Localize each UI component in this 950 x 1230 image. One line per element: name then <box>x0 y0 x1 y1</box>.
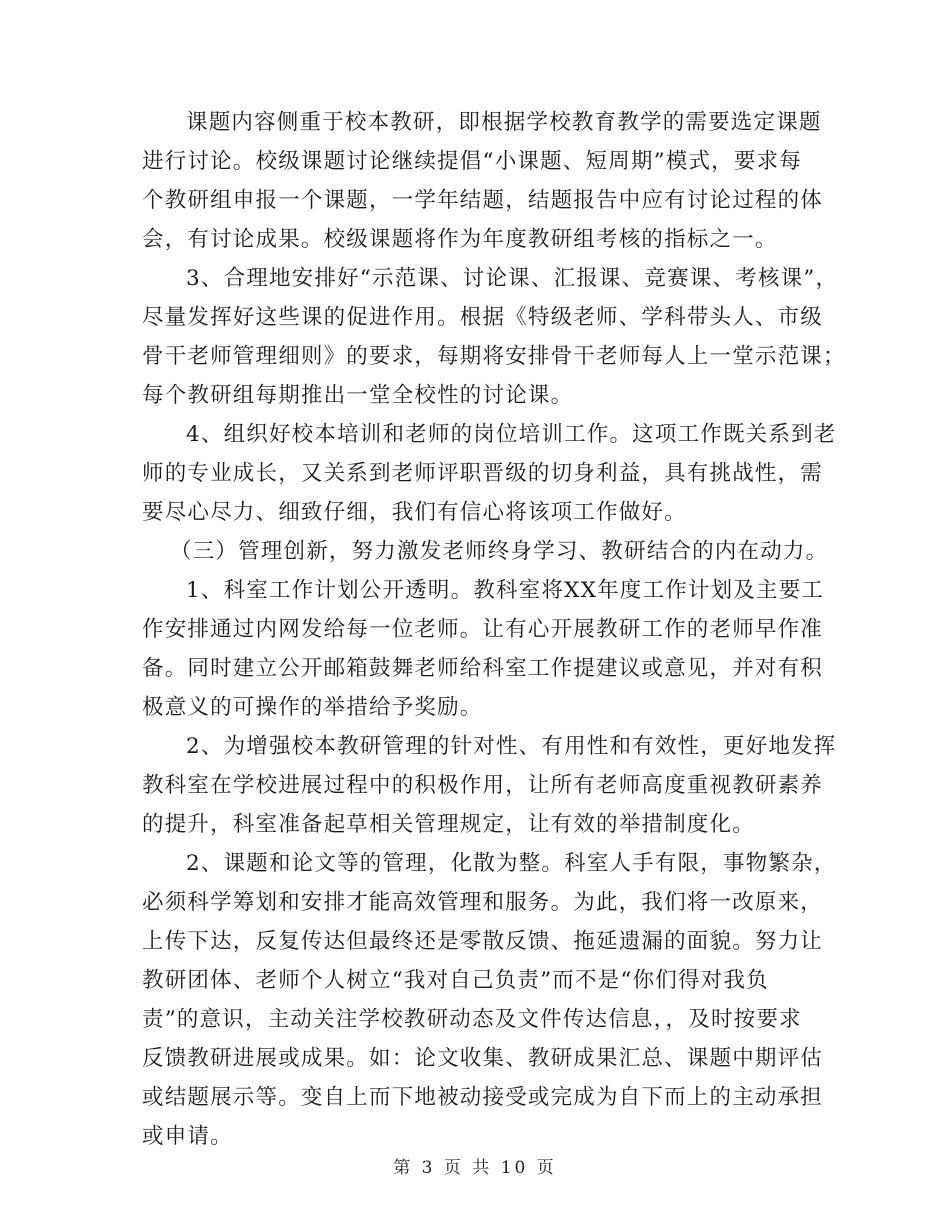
paragraph-line: 作安排通过内网发给每一位老师。让有心开展教研工作的老师早作准 <box>142 617 824 642</box>
section-heading: （三）管理创新，努力激发老师终身学习、教研结合的内在动力。 <box>170 539 829 564</box>
paragraph-line: 3、合理地安排好“示范课、讨论课、汇报课、竞赛课、考核课”， <box>186 266 839 291</box>
paragraph-line: 要尽心尽力、细致仔细，我们有信心将该项工作做好。 <box>142 500 687 525</box>
paragraph-line: 尽量发挥好这些课的促进作用。根据《特级老师、学科带头人、市级 <box>142 305 824 330</box>
paragraph-line: 2、为增强校本教研管理的针对性、有用性和有效性，更好地发挥 <box>186 734 837 759</box>
paragraph-line: 课题内容侧重于校本教研，即根据学校教育教学的需要选定课题 <box>186 110 822 135</box>
paragraph-line: 的提升，科室准备起草相关管理规定，让有效的举措制度化。 <box>142 812 755 837</box>
paragraph-line: 或申请。 <box>142 1124 233 1149</box>
paragraph-line: 责”的意识，主动关注学校教研动态及文件传达信息，，及时按要求 <box>142 1007 802 1032</box>
paragraph-line: 每个教研组每期推出一堂全校性的讨论课。 <box>142 383 574 408</box>
paragraph-line: 反馈教研进展或成果。如：论文收集、教研成果汇总、课题中期评估 <box>142 1046 824 1071</box>
paragraph-line: 个教研组申报一个课题，一学年结题，结题报告中应有讨论过程的体 <box>142 188 824 213</box>
paragraph-line: 进行讨论。校级课题讨论继续提倡“小课题、短周期”模式，要求每 <box>142 149 802 174</box>
paragraph-line: 备。同时建立公开邮箱鼓舞老师给科室工作提建议或意见，并对有积 <box>142 656 824 681</box>
paragraph-line: 师的专业成长，又关系到老师评职晋级的切身利益，具有挑战性，需 <box>142 461 824 486</box>
page-number: 第 3 页 共 10 页 <box>393 1158 557 1178</box>
paragraph-line: 4、组织好校本培训和老师的岗位培训工作。这项工作既关系到老 <box>186 422 837 447</box>
paragraph-line: 极意义的可操作的举措给予奖励。 <box>142 695 483 720</box>
paragraph-line: 教研团体、老师个人树立“我对自己负责”而不是“你们得对我负 <box>142 968 769 993</box>
paragraph-line: 必须科学筹划和安排才能高效管理和服务。为此，我们将一改原来， <box>142 890 824 915</box>
paragraph-line: 上传下达，反复传达但最终还是零散反馈、拖延遗漏的面貌。努力让 <box>142 929 824 954</box>
paragraph-line: 教科室在学校进展过程中的积极作用，让所有老师高度重视教研素养 <box>142 773 824 798</box>
paragraph-line: 骨干老师管理细则》的要求，每期将安排骨干老师每人上一堂示范课； <box>142 344 846 369</box>
paragraph-line: 2、课题和论文等的管理，化散为整。科室人手有限，事物繁杂， <box>186 851 837 876</box>
paragraph-line: 1、科室工作计划公开透明。教科室将XX年度工作计划及主要工 <box>186 578 825 603</box>
document-body <box>142 103 846 1156</box>
paragraph-line: 或结题展示等。变自上而下地被动接受或完成为自下而上的主动承担 <box>142 1085 824 1110</box>
paragraph-line: 会，有讨论成果。校级课题将作为年度教研组考核的指标之一。 <box>142 227 778 252</box>
